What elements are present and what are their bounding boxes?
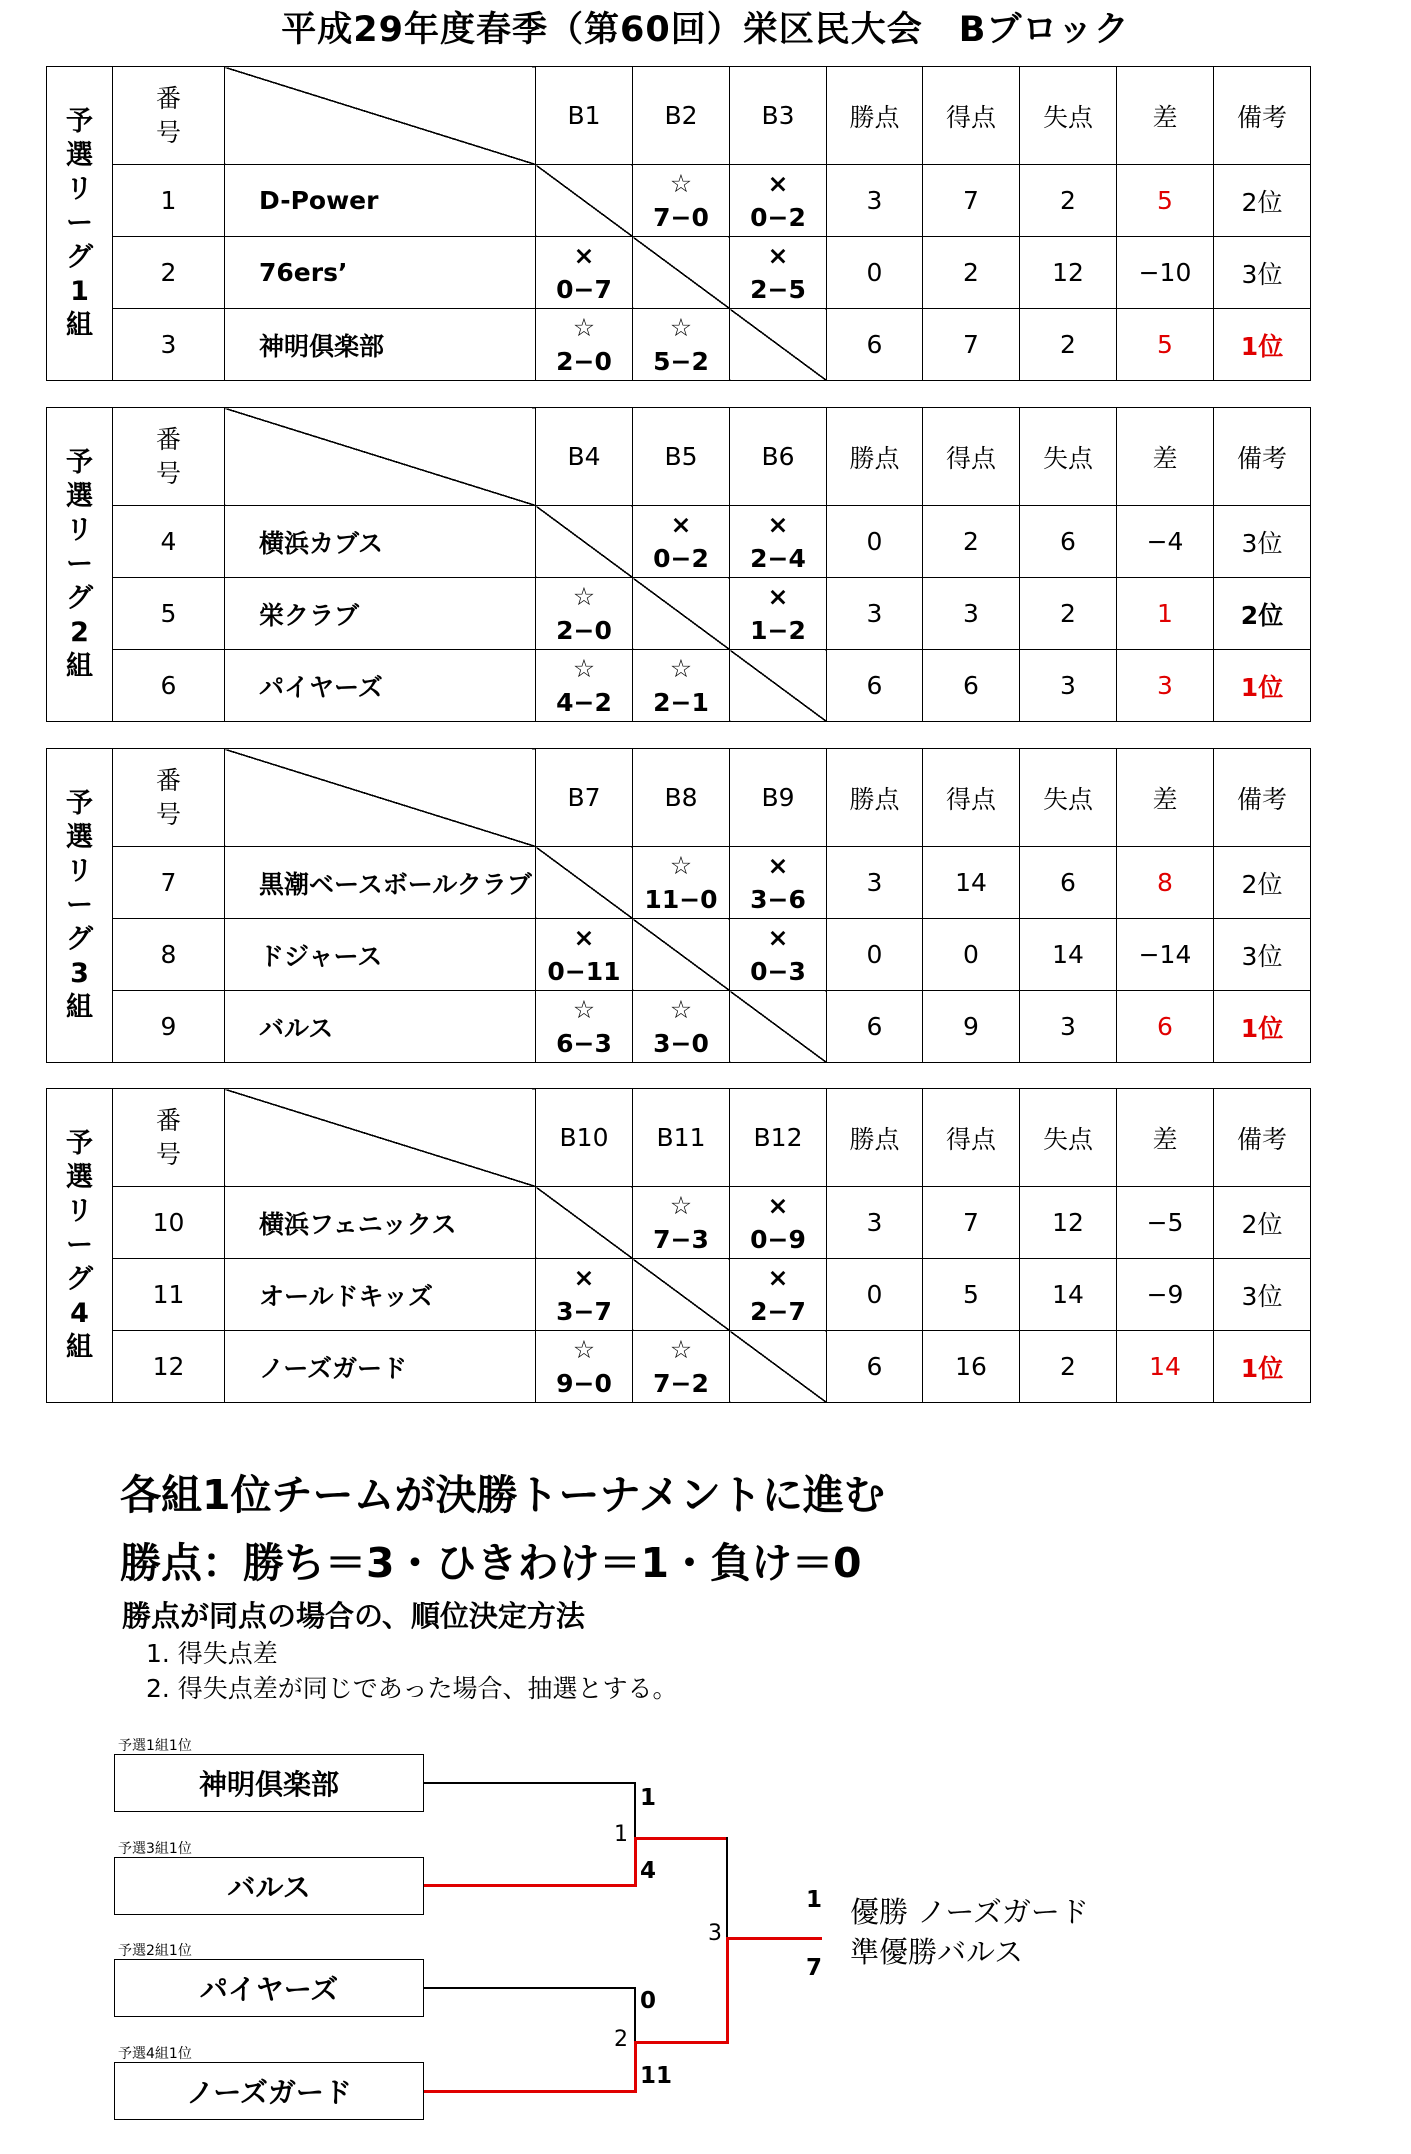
match-result (536, 1331, 633, 1403)
points-cell: 0 (827, 919, 923, 991)
result-score: 2−4 (750, 543, 806, 573)
header-points: 勝点 (827, 408, 923, 506)
header-diff: 差 (1117, 408, 1214, 506)
self-match-cell (730, 309, 827, 381)
team-name: D-Power (225, 165, 536, 237)
scored-cell: 16 (923, 1331, 1020, 1403)
scored-cell: 9 (923, 991, 1020, 1063)
match-result (730, 237, 827, 309)
match-result (730, 1259, 827, 1331)
league-table-group-1 (46, 66, 1311, 381)
result-score: 9−0 (556, 1368, 612, 1398)
match-result (536, 919, 633, 991)
team-number: 9 (113, 991, 225, 1063)
team-name: パイヤーズ (225, 650, 536, 722)
conceded-cell: 14 (1020, 919, 1117, 991)
conceded-cell: 2 (1020, 578, 1117, 650)
bracket-line-winner (634, 1837, 728, 1840)
result-mark: ☆ (669, 1190, 693, 1220)
slot-label: 予選1組1位 (118, 1738, 192, 1754)
result-mark: × (767, 850, 789, 880)
conceded-cell: 14 (1020, 1259, 1117, 1331)
conceded-cell: 6 (1020, 847, 1117, 919)
match-result (730, 506, 827, 578)
note-points: 勝点：勝ち＝3・ひきわけ＝1・負け＝0 (120, 1539, 862, 1587)
match-result (633, 506, 730, 578)
group-side-label: 予選リーグ2組 (47, 408, 113, 722)
match-result (633, 165, 730, 237)
result-score: 2−1 (653, 687, 709, 717)
header-opponent: B7 (536, 749, 633, 847)
match1-number: 1 (614, 1822, 628, 1847)
match-result (536, 237, 633, 309)
header-diff: 差 (1117, 1089, 1214, 1187)
diff-cell: 14 (1117, 1331, 1214, 1403)
self-match-cell (730, 991, 827, 1063)
points-cell: 3 (827, 578, 923, 650)
header-number: 番号 (113, 67, 225, 165)
match-result (633, 1331, 730, 1403)
rank-cell: 1位 (1214, 1331, 1311, 1403)
bracket-line (634, 1782, 636, 1839)
match1-top-score: 1 (640, 1785, 657, 1811)
table-row (47, 650, 1311, 722)
rank-cell: 3位 (1214, 1259, 1311, 1331)
header-diff: 差 (1117, 749, 1214, 847)
team-number: 3 (113, 309, 225, 381)
team-number: 4 (113, 506, 225, 578)
match-result (536, 1259, 633, 1331)
result-mark: ☆ (669, 168, 693, 198)
result-score: 0−2 (653, 543, 709, 573)
header-diff: 差 (1117, 67, 1214, 165)
result-mark: ☆ (669, 1334, 693, 1364)
self-match-cell (536, 1187, 633, 1259)
team-name: 栄クラブ (225, 578, 536, 650)
result-score: 0−11 (547, 956, 621, 986)
team-name: 76ers’ (225, 237, 536, 309)
team-name: オールドキッズ (225, 1259, 536, 1331)
rank-cell: 2位 (1214, 165, 1311, 237)
points-cell: 6 (827, 650, 923, 722)
result-score: 3−7 (556, 1296, 612, 1326)
diff-cell: 1 (1117, 578, 1214, 650)
conceded-cell: 12 (1020, 237, 1117, 309)
rank-cell: 1位 (1214, 650, 1311, 722)
result-mark: × (767, 581, 789, 611)
table-row (47, 237, 1311, 309)
diff-cell: 6 (1117, 991, 1214, 1063)
header-conceded: 失点 (1020, 749, 1117, 847)
points-cell: 0 (827, 237, 923, 309)
table-row (47, 578, 1311, 650)
rank-cell: 1位 (1214, 991, 1311, 1063)
header-opponent: B11 (633, 1089, 730, 1187)
result-score: 0−2 (750, 202, 806, 232)
slot-label: 予選3組1位 (118, 1841, 192, 1857)
result-mark: × (767, 509, 789, 539)
points-cell: 0 (827, 506, 923, 578)
group-side-label: 予選リーグ1組 (47, 67, 113, 381)
team-number: 10 (113, 1187, 225, 1259)
result-score: 2−0 (556, 615, 612, 645)
header-number: 番号 (113, 408, 225, 506)
points-cell: 0 (827, 1259, 923, 1331)
result-mark: × (767, 922, 789, 952)
diff-cell: −14 (1117, 919, 1214, 991)
bracket-line-winner (726, 1937, 729, 2044)
self-match-cell (536, 165, 633, 237)
self-match-cell (633, 919, 730, 991)
header-conceded: 失点 (1020, 408, 1117, 506)
diff-cell: 3 (1117, 650, 1214, 722)
scored-cell: 0 (923, 919, 1020, 991)
conceded-cell: 12 (1020, 1187, 1117, 1259)
diff-cell: −9 (1117, 1259, 1214, 1331)
match-result (536, 309, 633, 381)
rank-cell: 3位 (1214, 919, 1311, 991)
header-opponent: B12 (730, 1089, 827, 1187)
team-name: ドジャース (225, 919, 536, 991)
team-name: 横浜カブス (225, 506, 536, 578)
self-match-cell (536, 506, 633, 578)
header-points: 勝点 (827, 1089, 923, 1187)
table-row (47, 919, 1311, 991)
match-result (633, 309, 730, 381)
scored-cell: 6 (923, 650, 1020, 722)
header-opponent: B5 (633, 408, 730, 506)
diff-cell: −5 (1117, 1187, 1214, 1259)
result-score: 3−6 (750, 884, 806, 914)
result-score: 4−2 (556, 687, 612, 717)
slot-label: 予選2組1位 (118, 1943, 192, 1959)
header-scored: 得点 (923, 1089, 1020, 1187)
bracket-line-winner (424, 2090, 636, 2093)
self-match-cell (730, 650, 827, 722)
match-result (730, 1187, 827, 1259)
points-cell: 3 (827, 1187, 923, 1259)
header-remarks: 備考 (1214, 67, 1311, 165)
result-mark: ☆ (669, 850, 693, 880)
result-score: 6−3 (556, 1028, 612, 1058)
result-score: 7−2 (653, 1368, 709, 1398)
header-opponent: B4 (536, 408, 633, 506)
team-name: バルス (225, 991, 536, 1063)
diff-cell: 5 (1117, 309, 1214, 381)
diff-cell: 8 (1117, 847, 1214, 919)
result-mark: ☆ (669, 312, 693, 342)
result-score: 5−2 (653, 346, 709, 376)
final-top-score: 1 (806, 1887, 823, 1913)
header-points: 勝点 (827, 67, 923, 165)
bracket-team: パイヤーズ (114, 1959, 424, 2017)
match-result (633, 991, 730, 1063)
team-number: 12 (113, 1331, 225, 1403)
team-name: 黒潮ベースボールクラブ (225, 847, 536, 919)
match-result (536, 991, 633, 1063)
table-row (47, 847, 1311, 919)
table-row (47, 1331, 1311, 1403)
match-result (633, 1187, 730, 1259)
scored-cell: 7 (923, 1187, 1020, 1259)
bracket-line-winner (726, 1937, 822, 1940)
points-cell: 6 (827, 991, 923, 1063)
result-mark: × (767, 1262, 789, 1292)
points-cell: 3 (827, 847, 923, 919)
match2-top-score: 0 (640, 1988, 657, 2014)
header-points: 勝点 (827, 749, 923, 847)
header-opponent: B6 (730, 408, 827, 506)
self-match-cell (633, 237, 730, 309)
points-cell: 3 (827, 165, 923, 237)
header-conceded: 失点 (1020, 67, 1117, 165)
result-mark: ☆ (572, 653, 596, 683)
header-number: 番号 (113, 749, 225, 847)
header-remarks: 備考 (1214, 408, 1311, 506)
table-row (47, 1259, 1311, 1331)
result-score: 7−0 (653, 202, 709, 232)
diff-cell: −4 (1117, 506, 1214, 578)
note-advance: 各組1位チームが決勝トーナメントに進む (120, 1471, 885, 1519)
rank-cell: 1位 (1214, 309, 1311, 381)
scored-cell: 7 (923, 309, 1020, 381)
bracket-line (634, 1987, 636, 2043)
match-result (730, 578, 827, 650)
team-number: 11 (113, 1259, 225, 1331)
bracket-team: バルス (114, 1857, 424, 1915)
header-number: 番号 (113, 1089, 225, 1187)
group-side-label: 予選リーグ3組 (47, 749, 113, 1063)
result-mark: ☆ (572, 312, 596, 342)
diff-cell: 5 (1117, 165, 1214, 237)
result-score: 0−3 (750, 956, 806, 986)
points-cell: 6 (827, 309, 923, 381)
header-remarks: 備考 (1214, 1089, 1311, 1187)
self-match-cell (536, 847, 633, 919)
header-scored: 得点 (923, 67, 1020, 165)
scored-cell: 2 (923, 506, 1020, 578)
header-opponent: B10 (536, 1089, 633, 1187)
header-diagonal (225, 1089, 536, 1187)
header-conceded: 失点 (1020, 1089, 1117, 1187)
self-match-cell (633, 1259, 730, 1331)
header-opponent: B2 (633, 67, 730, 165)
result-mark: × (670, 509, 692, 539)
header-diagonal (225, 749, 536, 847)
league-table-group-3 (46, 748, 1311, 1063)
note-tiebreak-2: 2. 得失点差が同じであった場合、抽選とする。 (146, 1674, 678, 1703)
bracket-line (424, 1782, 636, 1784)
header-opponent: B3 (730, 67, 827, 165)
team-name: 横浜フェニックス (225, 1187, 536, 1259)
match-result (536, 650, 633, 722)
result-score: 0−7 (556, 274, 612, 304)
team-number: 8 (113, 919, 225, 991)
final-bottom-score: 7 (806, 1955, 823, 1981)
group-side-label: 予選リーグ4組 (47, 1089, 113, 1403)
header-remarks: 備考 (1214, 749, 1311, 847)
diff-cell: −10 (1117, 237, 1214, 309)
note-tiebreak-title: 勝点が同点の場合の、順位決定方法 (122, 1599, 585, 1633)
result-score: 1−2 (750, 615, 806, 645)
slot-label: 予選4組1位 (118, 2046, 192, 2062)
bracket-line-winner (634, 2041, 728, 2044)
bracket-line (726, 1837, 728, 1939)
scored-cell: 3 (923, 578, 1020, 650)
runner-up-text: 準優勝バルス (850, 1935, 1024, 1969)
team-name: ノーズガード (225, 1331, 536, 1403)
result-score: 7−3 (653, 1224, 709, 1254)
result-mark: × (767, 240, 789, 270)
result-score: 2−5 (750, 274, 806, 304)
league-table-group-4 (46, 1088, 1311, 1403)
header-diagonal (225, 408, 536, 506)
self-match-cell (633, 578, 730, 650)
scored-cell: 2 (923, 237, 1020, 309)
team-name: 神明倶楽部 (225, 309, 536, 381)
champion-text: 優勝 ノーズガード (850, 1895, 1089, 1929)
bracket-line-winner (424, 1884, 636, 1887)
conceded-cell: 6 (1020, 506, 1117, 578)
match-result (730, 919, 827, 991)
result-score: 2−0 (556, 346, 612, 376)
team-number: 2 (113, 237, 225, 309)
header-scored: 得点 (923, 408, 1020, 506)
table-row (47, 991, 1311, 1063)
result-mark: ☆ (572, 581, 596, 611)
result-mark: ☆ (669, 994, 693, 1024)
scored-cell: 7 (923, 165, 1020, 237)
table-row (47, 165, 1311, 237)
self-match-cell (730, 1331, 827, 1403)
result-score: 2−7 (750, 1296, 806, 1326)
match-result (730, 847, 827, 919)
team-number: 6 (113, 650, 225, 722)
rank-cell: 3位 (1214, 506, 1311, 578)
bracket-line-winner (634, 1837, 637, 1887)
result-mark: ☆ (669, 653, 693, 683)
result-score: 11−0 (644, 884, 718, 914)
conceded-cell: 3 (1020, 650, 1117, 722)
match2-number: 2 (614, 2027, 628, 2052)
header-opponent: B9 (730, 749, 827, 847)
conceded-cell: 2 (1020, 1331, 1117, 1403)
match2-bottom-score: 11 (640, 2063, 673, 2089)
match-result (633, 650, 730, 722)
league-table-group-2 (46, 407, 1311, 722)
header-opponent: B1 (536, 67, 633, 165)
scored-cell: 14 (923, 847, 1020, 919)
result-mark: × (573, 240, 595, 270)
bracket-line (424, 1987, 636, 1989)
result-score: 3−0 (653, 1028, 709, 1058)
bracket-team: ノーズガード (114, 2062, 424, 2120)
result-mark: ☆ (572, 994, 596, 1024)
conceded-cell: 2 (1020, 309, 1117, 381)
result-mark: × (767, 168, 789, 198)
conceded-cell: 2 (1020, 165, 1117, 237)
note-tiebreak-1: 1. 得失点差 (146, 1639, 278, 1668)
match-result (536, 578, 633, 650)
final-number: 3 (708, 1921, 722, 1946)
table-row (47, 506, 1311, 578)
match-result (730, 165, 827, 237)
page-title: 平成29年度春季（第60回）栄区民大会 Bブロック (281, 10, 1130, 50)
bracket-team: 神明倶楽部 (114, 1754, 424, 1812)
header-diagonal (225, 67, 536, 165)
result-score: 0−9 (750, 1224, 806, 1254)
conceded-cell: 3 (1020, 991, 1117, 1063)
result-mark: ☆ (572, 1334, 596, 1364)
match1-bottom-score: 4 (640, 1858, 657, 1884)
table-row (47, 309, 1311, 381)
result-mark: × (573, 1262, 595, 1292)
rank-cell: 3位 (1214, 237, 1311, 309)
bracket-line-winner (634, 2041, 637, 2093)
header-scored: 得点 (923, 749, 1020, 847)
table-row (47, 1187, 1311, 1259)
rank-cell: 2位 (1214, 847, 1311, 919)
scored-cell: 5 (923, 1259, 1020, 1331)
result-mark: × (573, 922, 595, 952)
rank-cell: 2位 (1214, 578, 1311, 650)
match-result (633, 847, 730, 919)
points-cell: 6 (827, 1331, 923, 1403)
result-mark: × (767, 1190, 789, 1220)
team-number: 5 (113, 578, 225, 650)
rank-cell: 2位 (1214, 1187, 1311, 1259)
team-number: 7 (113, 847, 225, 919)
team-number: 1 (113, 165, 225, 237)
header-opponent: B8 (633, 749, 730, 847)
